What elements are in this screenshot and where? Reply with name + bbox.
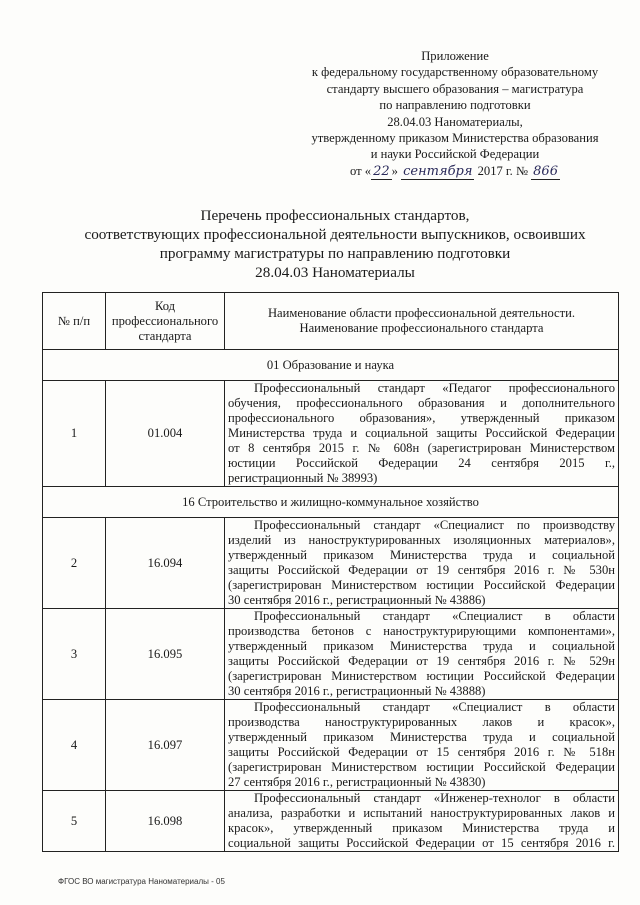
table-row <box>43 791 619 852</box>
row-name-line: 27 сентября 2016 г., регистрационный № 43830) <box>228 775 486 789</box>
header-num: № п/п <box>43 293 106 350</box>
row-name <box>225 700 619 791</box>
date-year: 2017 г. № <box>477 163 528 178</box>
page-footer: ФГОС ВО магистратура Наноматериалы - 05 <box>58 877 225 886</box>
row-name-line: утвержденный приказом Министерства труда и социальной <box>228 639 615 653</box>
row-name-line: защиты Российской Федерации от 19 сентября 2016 г. № 529н <box>228 654 615 668</box>
table-row <box>43 381 619 487</box>
row-name-line: (зарегистрирован Министерством юстиции Российской Федерации <box>228 760 615 774</box>
row-code: 16.098 <box>106 791 225 852</box>
date-mid: » <box>391 163 398 178</box>
standards-table <box>42 292 619 852</box>
row-name <box>225 609 619 700</box>
row-name-line: производства бетонов с наноструктурирующими компонентами», <box>228 624 615 638</box>
row-name-line: защиты Российской Федерации от 15 сентября 2016 г. № 518н <box>228 745 615 759</box>
handwritten-month: сентября <box>403 163 473 179</box>
appendix-line: и науки Российской Федерации <box>370 147 540 162</box>
appendix-block <box>290 48 620 180</box>
row-name-line: Профессиональный стандарт «Специалист по производству <box>254 518 615 532</box>
row-name-line: профессионального образования», утвержденный приказом <box>228 411 615 425</box>
row-num: 3 <box>43 609 106 700</box>
title-line: программу магистратуры по направлению подготовки <box>159 245 511 262</box>
section-row <box>43 487 619 518</box>
document-title <box>40 206 630 282</box>
row-name <box>225 518 619 609</box>
row-name-line: анализа, разработки и испытаний наноструктурированных лаков и <box>228 806 615 820</box>
appendix-line: утвержденному приказом Министерства образования <box>311 131 599 146</box>
title-line: 28.04.03 Наноматериалы <box>255 264 415 281</box>
row-name-line: изделий из наноструктурированных изоляционных материалов», <box>228 533 615 547</box>
row-name-line: защиты Российской Федерации от 19 сентября 2016 г. № 530н <box>228 563 615 577</box>
row-name-line: регистрационный № 38993) <box>228 471 378 485</box>
handwritten-day: 22 <box>373 163 390 179</box>
section-row <box>43 350 619 381</box>
row-name-line: Профессиональный стандарт «Инженер-технолог в области <box>254 791 615 805</box>
row-code: 16.097 <box>106 700 225 791</box>
row-num: 4 <box>43 700 106 791</box>
table-row <box>43 518 619 609</box>
row-name-line: (зарегистрирован Министерством юстиции Российской Федерации <box>228 669 615 683</box>
row-name-line: от 8 сентября 2015 г. № 608н (зарегистрирован Министерством <box>228 441 615 455</box>
row-name-line: (зарегистрирован Министерством юстиции Российской Федерации <box>228 578 615 592</box>
row-num: 5 <box>43 791 106 852</box>
table-row <box>43 609 619 700</box>
table-header-row <box>43 293 619 350</box>
appendix-line: к федеральному государственному образовательному <box>311 65 599 80</box>
row-name-line: красок», утвержденный приказом Министерства труда и <box>228 821 615 835</box>
appendix-line: стандарту высшего образования – магистратура <box>326 81 584 96</box>
row-name-line: Профессиональный стандарт «Педагог профессионального <box>254 381 615 395</box>
row-name-line: производства наноструктурированных лаков и красок», <box>228 715 615 729</box>
row-name-line: Профессиональный стандарт «Специалист в области <box>254 700 615 714</box>
row-name-line: утвержденный приказом Министерства труда и социальной <box>228 730 615 744</box>
order-date-line <box>290 163 620 180</box>
row-name-line: юстиции Российской Федерации 24 сентября 2015 г., <box>228 456 615 470</box>
row-name-line: Профессиональный стандарт «Специалист в области <box>254 609 615 623</box>
row-name-line: 30 сентября 2016 г., регистрационный № 43886) <box>228 593 486 607</box>
section-title: 16 Строительство и жилищно-коммунальное хозяйство <box>43 487 619 518</box>
appendix-line: Приложение <box>421 49 489 63</box>
row-name <box>225 791 619 852</box>
appendix-line: 28.04.03 Наноматериалы, <box>387 114 523 129</box>
appendix-line: по направлению подготовки <box>379 98 531 113</box>
title-line: соответствующих профессиональной деятельности выпускников, освоивших <box>84 226 586 243</box>
row-name <box>225 381 619 487</box>
header-name-line2: Наименование профессионального стандарта <box>299 321 544 335</box>
row-num: 1 <box>43 381 106 487</box>
row-name-line: социальной защиты Российской Федерации от 15 сентября 2016 г. <box>228 836 615 850</box>
date-prefix: от « <box>350 163 372 178</box>
table-row <box>43 700 619 791</box>
row-code: 01.004 <box>106 381 225 487</box>
row-code: 16.094 <box>106 518 225 609</box>
row-name-line: обучения, профессионального образования и дополнительного <box>228 396 615 410</box>
row-name-line: Министерства труда и социальной защиты Российской Федерации <box>228 426 615 440</box>
row-code: 16.095 <box>106 609 225 700</box>
header-name <box>225 293 619 350</box>
handwritten-order-number: 866 <box>533 163 558 179</box>
row-name-line: 30 сентября 2016 г., регистрационный № 43888) <box>228 684 486 698</box>
header-name-line1: Наименование области профессиональной деятельности. <box>267 306 576 320</box>
section-title: 01 Образование и наука <box>43 350 619 381</box>
title-line: Перечень профессиональных стандартов, <box>200 207 470 224</box>
header-code: Код профессионального стандарта <box>106 293 225 350</box>
row-name-line: утвержденный приказом Министерства труда и социальной <box>228 548 615 562</box>
row-num: 2 <box>43 518 106 609</box>
